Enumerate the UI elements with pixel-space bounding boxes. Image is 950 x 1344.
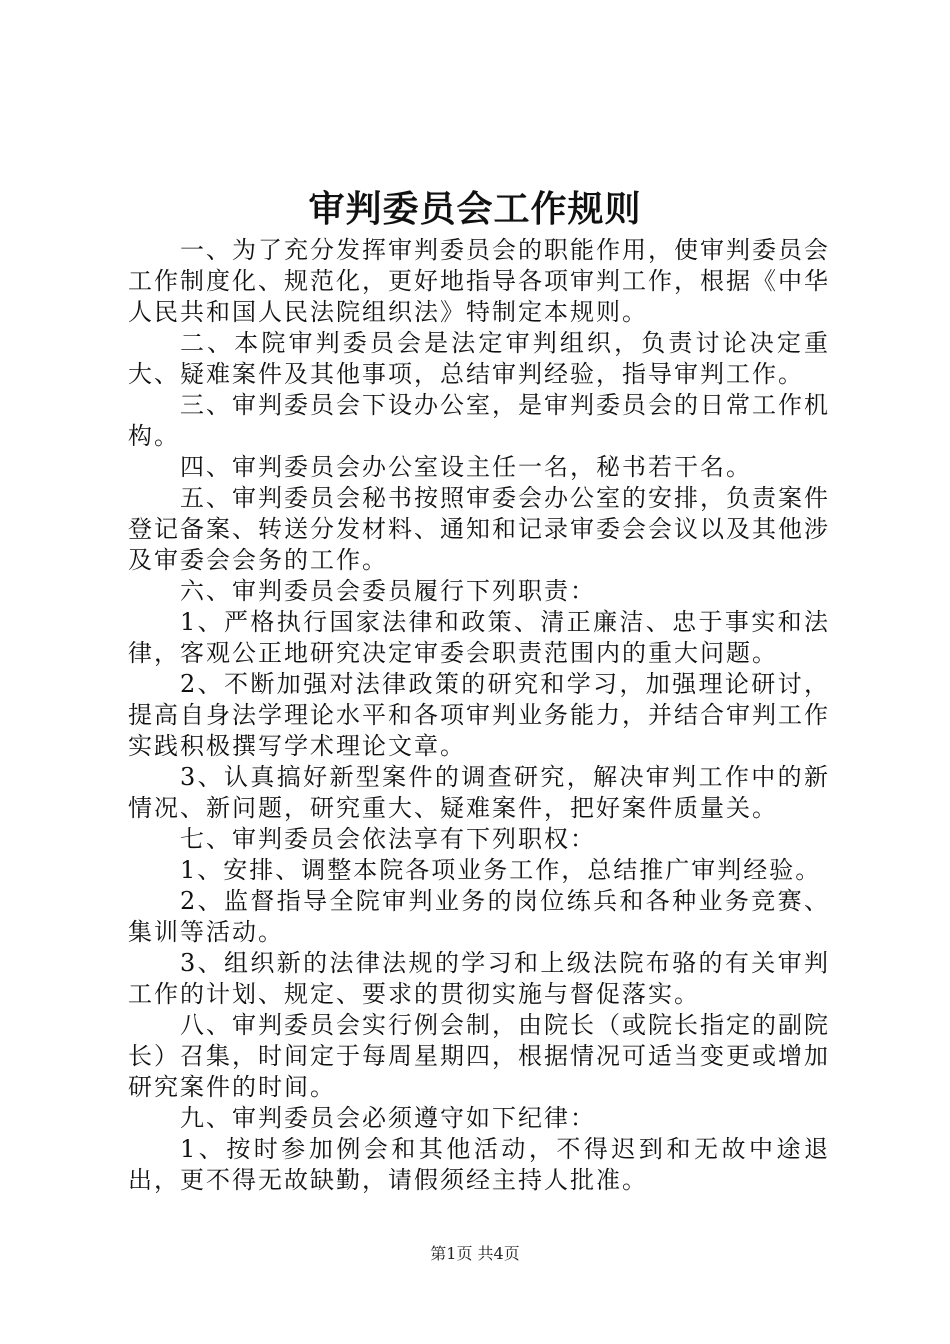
paragraph-1: 一、为了充分发挥审判委员会的职能作用，使审判委员会工作制度化、规范化，更好地指导各项审判工作，根据《中华人民共和国人民法院组织法》特制定本规则。 [128, 236, 830, 326]
page-number-footer: 第1页 共4页 [430, 1244, 520, 1263]
paragraph-8: 八、审判委员会实行例会制，由院长（或院长指定的副院长）召集，时间定于每周星期四，根据情况可适当变更或增加研究案件的时间。 [128, 1011, 830, 1101]
paragraph-7: 七、审判委员会依法享有下列职权： [180, 825, 596, 853]
paragraph-7-item-3: 3、组织新的法律法规的学习和上级法院布骆的有关审判工作的计划、规定、要求的贯彻实施与督促落实。 [128, 949, 830, 1008]
paragraph-3: 三、审判委员会下设办公室，是审判委员会的日常工作机构。 [128, 391, 830, 450]
paragraph-5: 五、审判委员会秘书按照审委会办公室的安排，负责案件登记备案、转送分发材料、通知和记录审委会会议以及其他涉及审委会会务的工作。 [128, 484, 830, 574]
paragraph-6-item-1: 1、严格执行国家法律和政策、清正廉洁、忠于事实和法律，客观公正地研究决定审委会职责范围内的重大问题。 [128, 608, 830, 667]
document-body [128, 235, 830, 1196]
paragraph-4: 四、审判委员会办公室设主任一名，秘书若干名。 [180, 453, 752, 481]
paragraph-7-item-2: 2、监督指导全院审判业务的岗位练兵和各种业务竞赛、集训等活动。 [128, 887, 830, 946]
paragraph-2: 二、本院审判委员会是法定审判组织，负责讨论决定重大、疑难案件及其他事项，总结审判经验，指导审判工作。 [128, 329, 830, 388]
paragraph-6: 六、审判委员会委员履行下列职责： [180, 577, 596, 605]
paragraph-6-item-2: 2、不断加强对法律政策的研究和学习，加强理论研讨，提高自身法学理论水平和各项审判业务能力，并结合审判工作实践积极撰写学术理论文章。 [128, 670, 830, 760]
document-title: 审判委员会工作规则 [308, 188, 642, 230]
paragraph-7-item-1: 1、安排、调整本院各项业务工作，总结推广审判经验。 [180, 856, 822, 884]
paragraph-9-item-1: 1、按时参加例会和其他活动，不得迟到和无故中途退出，更不得无故缺勤，请假须经主持人批准。 [128, 1135, 830, 1194]
paragraph-9: 九、审判委员会必须遵守如下纪律： [180, 1104, 596, 1132]
paragraph-6-item-3: 3、认真搞好新型案件的调查研究，解决审判工作中的新情况、新问题，研究重大、疑难案件，把好案件质量关。 [128, 763, 830, 822]
